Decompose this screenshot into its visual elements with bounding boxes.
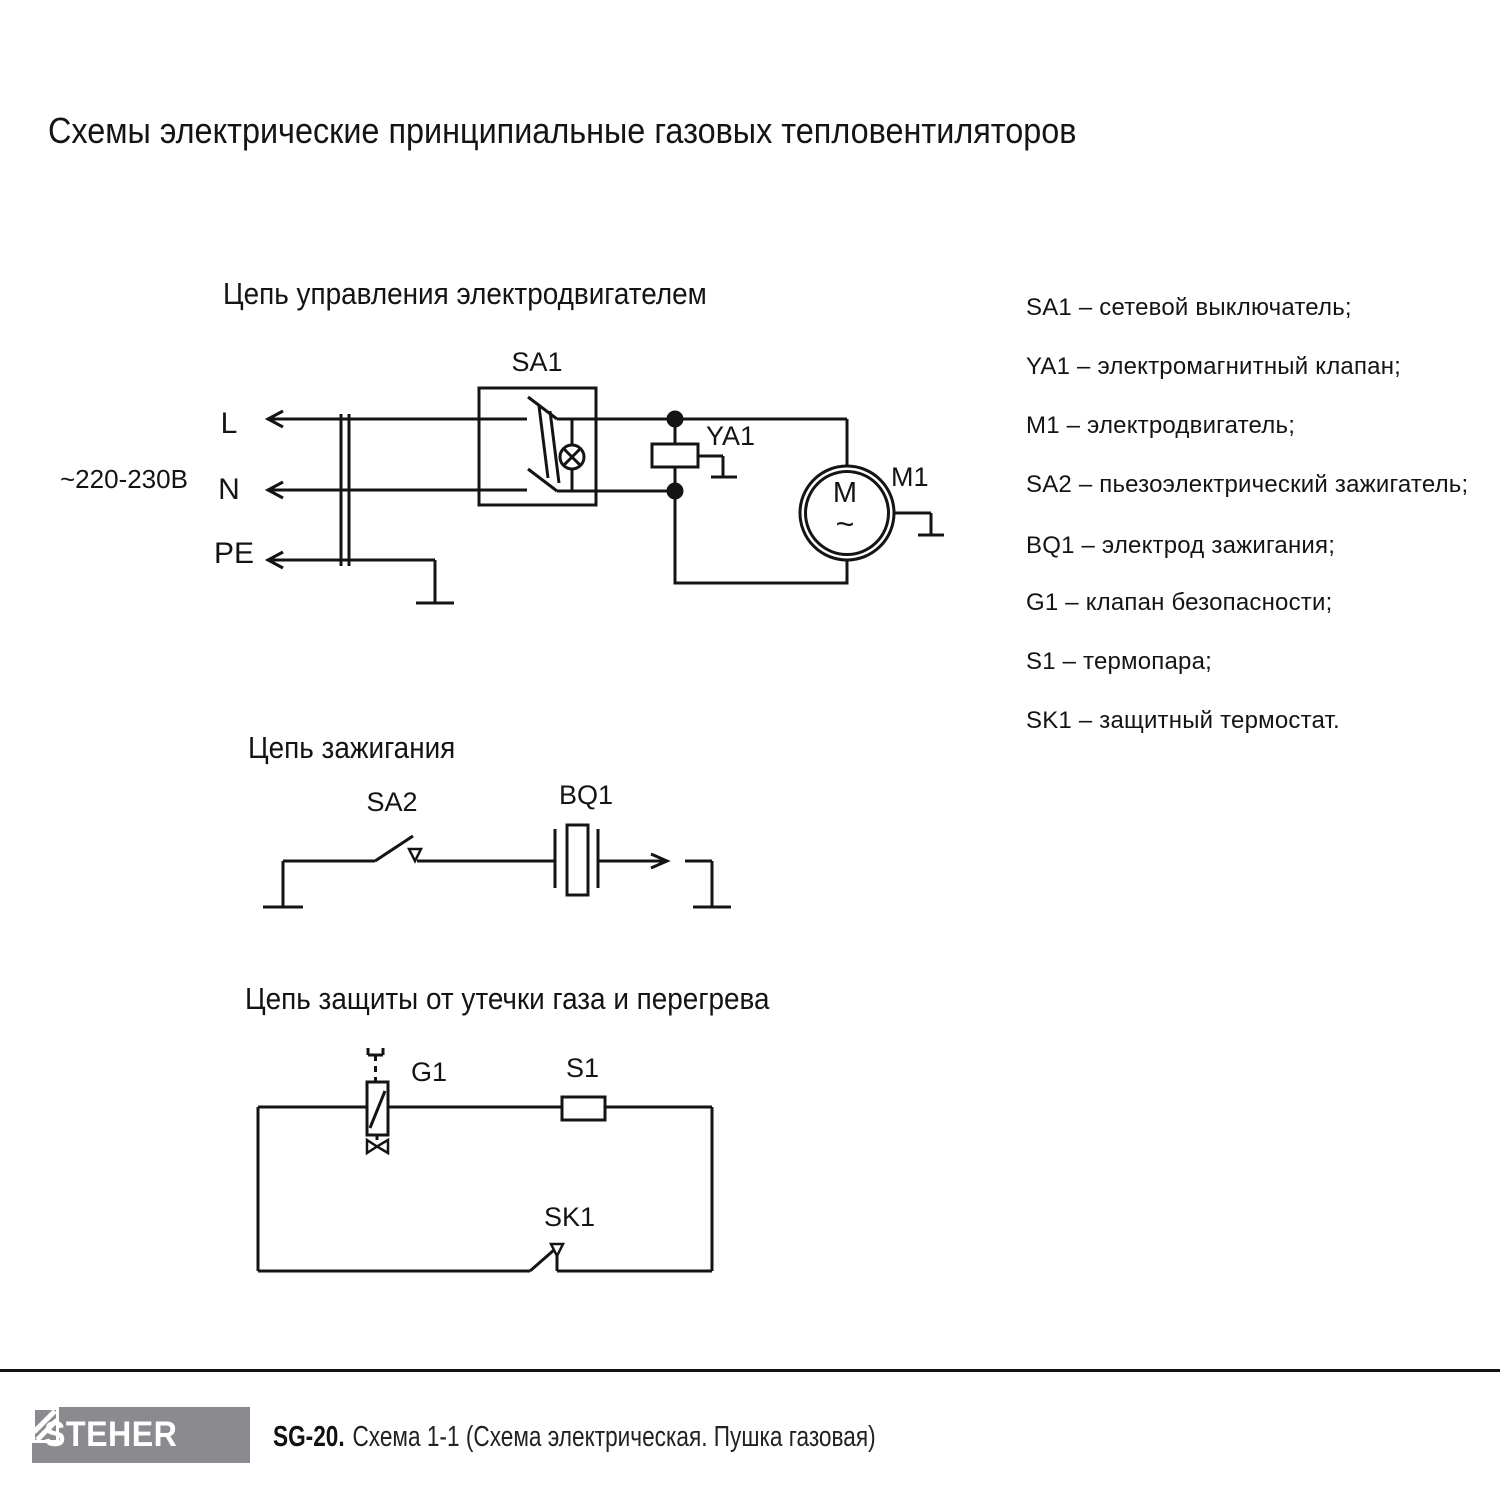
brand-name: STEHER	[44, 1415, 178, 1454]
legend-item: M1 – электродвигатель;	[1026, 412, 1296, 439]
supply-arrow-n-icon	[268, 482, 527, 498]
ignition-title: Цепь зажигания	[248, 730, 456, 765]
motor-ground-icon	[894, 513, 944, 535]
protection-schematic	[258, 1048, 712, 1271]
brand-logo	[32, 1407, 250, 1463]
footer-caption	[273, 1421, 876, 1454]
protection-title: Цепь защиты от утечки газа и перегрева	[245, 981, 770, 1016]
legend-item: BQ1 – электрод зажигания;	[1026, 532, 1336, 559]
ya1-label: YA1	[706, 421, 756, 451]
ignition-right-ground-icon	[685, 861, 731, 907]
bq1-label: BQ1	[558, 780, 614, 810]
line-l-label: L	[220, 407, 238, 440]
ignition-left-ground-icon	[263, 861, 303, 907]
sa1-label: SA1	[511, 347, 563, 377]
page-title: Схемы электрические принципиальные газовых тепловентиляторов	[48, 110, 1077, 151]
footer-divider	[0, 1369, 1500, 1372]
sa2-piezo-switch-symbol	[375, 836, 421, 861]
supply-arrow-l-icon	[268, 411, 527, 427]
legend-item: S1 – термопара;	[1026, 648, 1213, 675]
g1-safety-valve-symbol	[367, 1048, 388, 1153]
pe-ground-icon	[416, 560, 454, 603]
g1-label: G1	[411, 1057, 448, 1087]
motor-letter: M	[832, 477, 858, 509]
model-number: SG-20.	[273, 1421, 345, 1453]
sk1-thermostat-symbol	[530, 1244, 563, 1271]
wire-n-to-motor-bottom	[675, 491, 847, 583]
sa2-label: SA2	[366, 787, 418, 817]
scheme-description: Схема 1-1 (Схема электрическая. Пушка газовая)	[352, 1421, 876, 1453]
motor-ac-sign: ~	[835, 506, 855, 542]
motor-control-title: Цепь управления электродвигателем	[223, 276, 707, 311]
legend-item: G1 – клапан безопасности;	[1026, 589, 1333, 616]
sk1-label: SK1	[544, 1202, 596, 1232]
s1-thermocouple-symbol	[562, 1097, 605, 1120]
line-pe-label: PE	[213, 537, 255, 570]
legend-item: SA2 – пьезоэлектрический зажигатель;	[1026, 471, 1469, 498]
legend-item: SK1 – защитный термостат.	[1026, 707, 1340, 734]
supply-arrow-pe-icon	[268, 552, 435, 568]
sa1-switch-symbol	[479, 388, 596, 505]
supply-voltage-label: ~220-230В	[60, 464, 188, 494]
legend-item: YA1 – электромагнитный клапан;	[1026, 353, 1402, 380]
s1-label: S1	[566, 1053, 600, 1083]
legend-item: SA1 – сетевой выключатель;	[1026, 294, 1352, 321]
m1-label: M1	[891, 462, 929, 492]
ya1-ground-icon	[698, 456, 737, 477]
bq1-electrode-symbol	[555, 825, 598, 895]
ignition-schematic	[263, 825, 731, 907]
spark-arrow-icon	[598, 854, 667, 868]
line-n-label: N	[218, 473, 240, 506]
indicator-lamp-icon	[560, 419, 584, 491]
